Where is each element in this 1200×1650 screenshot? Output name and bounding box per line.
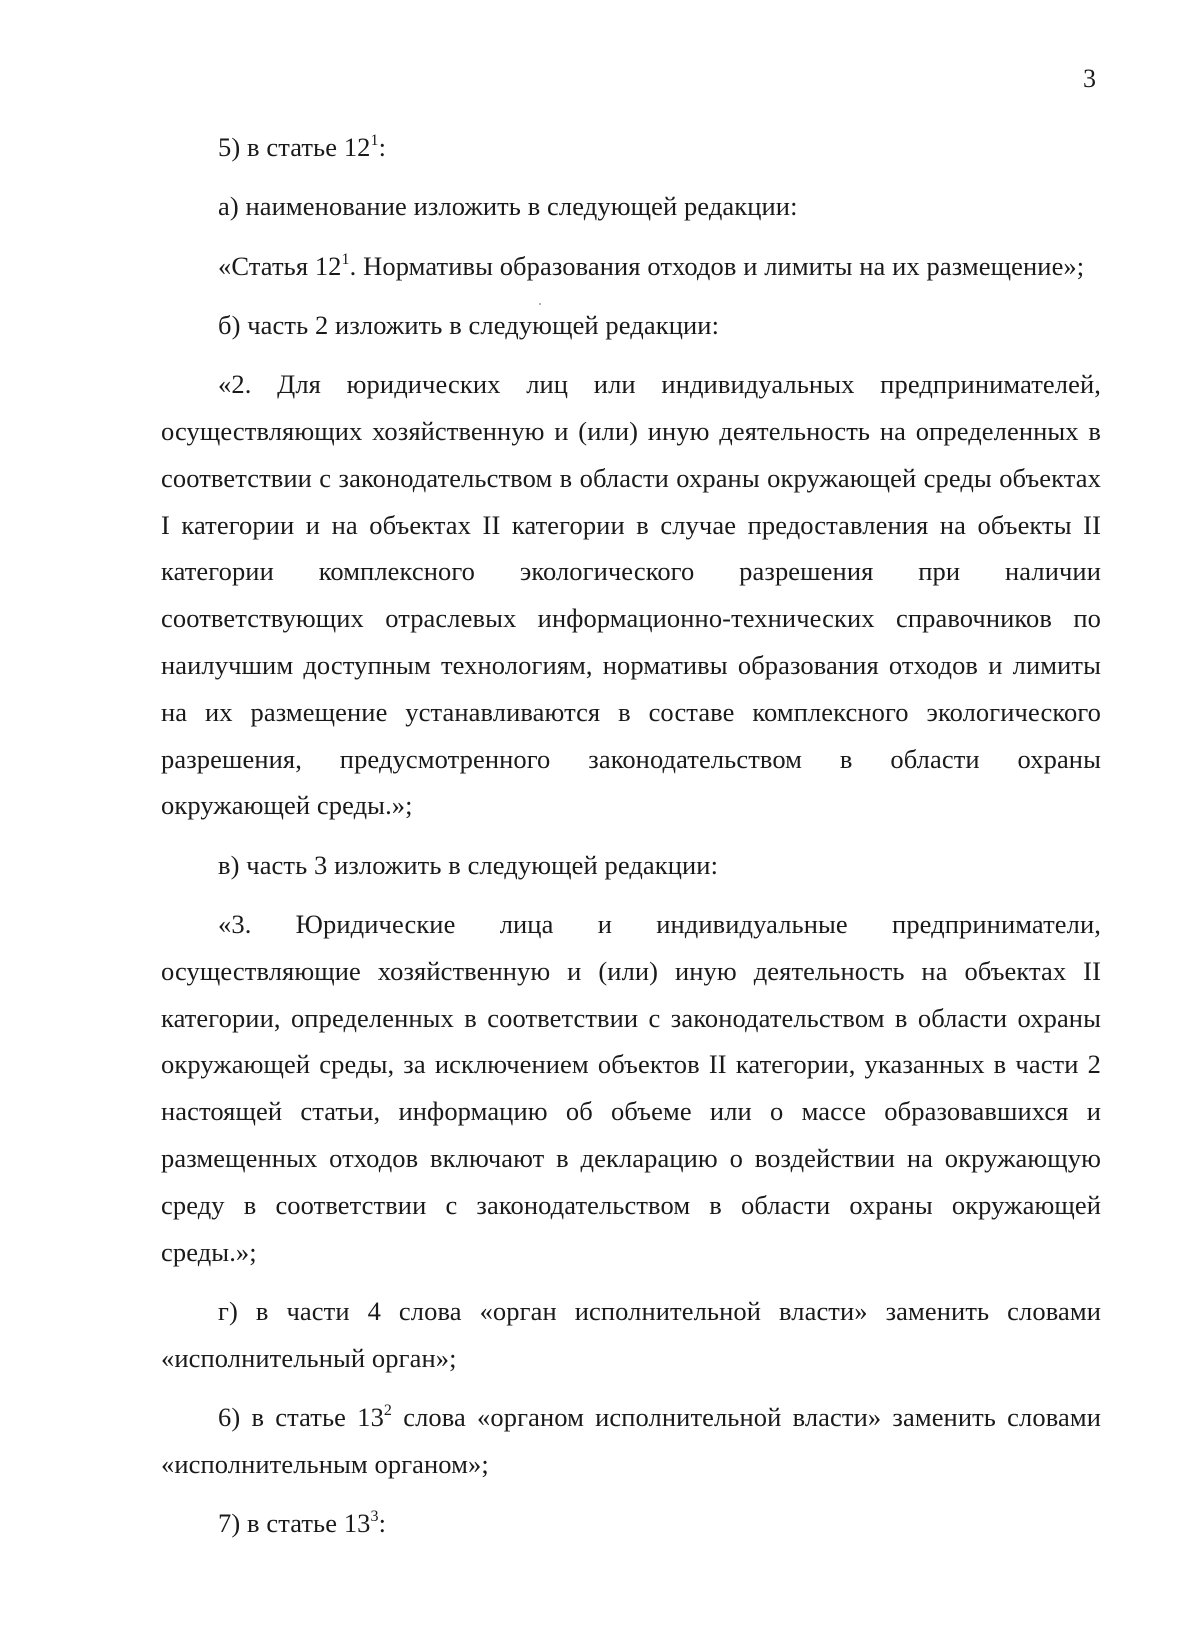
document-body <box>161 124 1101 1559</box>
paragraph-subitem-g <box>161 1288 1101 1382</box>
paragraph-article-title <box>161 243 1101 290</box>
paragraph-subitem-a <box>161 183 1101 230</box>
paragraph-part-2-text <box>161 361 1101 829</box>
paragraph-item-6 <box>161 1394 1101 1488</box>
paragraph-item-5 <box>161 124 1101 171</box>
paragraph-text: в) часть 3 изложить в следующей редакции: <box>218 849 719 880</box>
paragraph-text-tail: : <box>378 132 387 162</box>
superscript: 1 <box>341 250 350 268</box>
paragraph-text: 7) в статье 13 <box>218 1508 371 1539</box>
paragraph-text: «3. Юридические лица и индивидуальные предприниматели, осуществляющие хозяйственную и (или) иную деятельность на объектах II категории, определенных в соответствии с законодательством в области охраны окружающей среды, за исключением объектов II категории, указанных в части 2 настоящей статьи, информацию об объеме или о массе образовавшихся и размещенных отходов включают в декларацию о воздействии на окружающую среду в соответствии с законодательством в области охраны окружающей среды.»; <box>161 908 1101 1267</box>
paragraph-subitem-b <box>161 302 1101 349</box>
paragraph-text-tail: слова «органом исполнительной власти» заменить словами «исполнительным органом»; <box>161 1401 1101 1479</box>
superscript: 1 <box>370 132 379 149</box>
paragraph-text: б) часть 2 изложить в следующей редакции: <box>218 309 720 340</box>
paragraph-text: 5) в статье 12 <box>218 132 371 162</box>
superscript: 3 <box>370 1508 379 1526</box>
paragraph-text: г) в части 4 слова «орган исполнительной власти» заменить словами «исполнительный орган»; <box>161 1295 1101 1373</box>
paragraph-text: «2. Для юридических лиц или индивидуальных предпринимателей, осуществляющих хозяйственную и (или) иную деятельность на определенных в соответствии с законодательством в области охраны окружающей среды объектах I категории и на объектах II категории в случае предоставления на объекты II категории комплексного экологического разрешения при наличии соответствующих отраслевых информационно-технических справочников по наилучшим доступным технологиям, нормативы образования отходов и лимиты на их размещение устанавливаются в составе комплексного экологического разрешения, предусмотренного законодательством в области охраны окружающей среды.»; <box>161 369 1101 821</box>
page-number: 3 <box>1083 64 1096 93</box>
paragraph-subitem-v <box>161 842 1101 889</box>
paragraph-part-3-text <box>161 901 1101 1275</box>
paragraph-text-tail: : <box>378 1508 387 1539</box>
paragraph-item-7 <box>161 1500 1101 1547</box>
paragraph-text: «Статья 12 <box>218 250 342 281</box>
paragraph-text: а) наименование изложить в следующей редакции: <box>218 191 798 222</box>
paragraph-text-tail: . Нормативы образования отходов и лимиты на их размещение»; <box>349 250 1085 281</box>
superscript: 2 <box>383 1401 393 1419</box>
paragraph-text: 6) в статье 13 <box>218 1401 384 1432</box>
